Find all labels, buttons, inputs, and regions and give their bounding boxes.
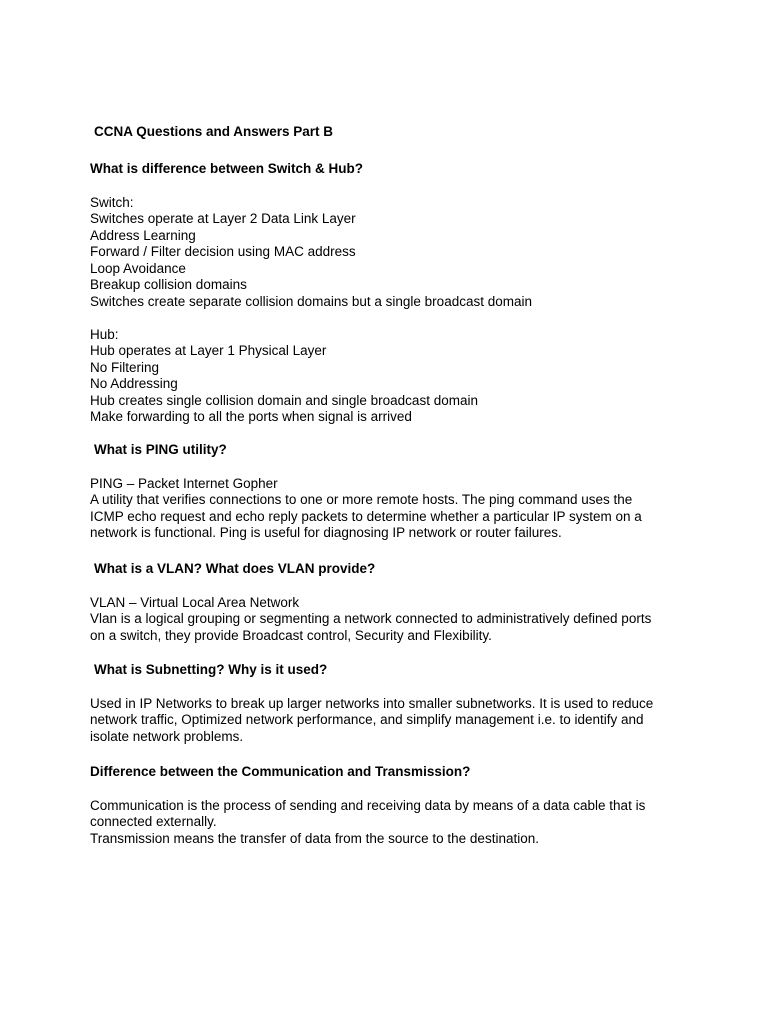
switch-heading: Switch:	[90, 194, 134, 210]
answer-line: network is functional. Ping is useful for diagnosing IP network or router failures.	[90, 525, 562, 540]
hub-line: No Filtering	[90, 359, 160, 375]
answer-vlan	[90, 595, 690, 645]
answer-line: isolate network problems.	[90, 728, 244, 744]
answer-line: VLAN – Virtual Local Area Network	[90, 594, 300, 610]
answer-line: Communication is the process of sending and receiving data by means of a data cable that is	[90, 797, 646, 813]
answer-line: network traffic, Optimized network performance, and simplify management i.e. to identify and	[90, 712, 644, 727]
answer-subnetting	[90, 696, 690, 746]
section-subnetting	[90, 662, 690, 745]
switch-line: Switches create separate collision domains but a single broadcast domain	[90, 293, 532, 309]
document-title: CCNA Questions and Answers Part B	[94, 124, 334, 139]
question-switch-hub: What is difference between Switch & Hub?	[90, 161, 364, 176]
question-subnetting: What is Subnetting? Why is it used?	[94, 662, 328, 677]
switch-line: Switches operate at Layer 2 Data Link Layer	[90, 211, 356, 226]
hub-line: Make forwarding to all the ports when signal is arrived	[90, 409, 412, 424]
switch-line: Breakup collision domains	[90, 277, 247, 292]
question-ping: What is PING utility?	[94, 442, 227, 457]
answer-switch	[90, 195, 690, 426]
answer-line: on a switch, they provide Broadcast control, Security and Flexibility.	[90, 627, 492, 643]
answer-line: ICMP echo request and echo reply packets to determine whether a particular IP system on a	[90, 508, 642, 524]
section-vlan	[90, 561, 690, 644]
hub-line: Hub creates single collision domain and single broadcast domain	[90, 392, 478, 408]
hub-heading: Hub:	[90, 326, 119, 342]
hub-line: Hub operates at Layer 1 Physical Layer	[90, 343, 327, 358]
answer-line: PING – Packet Internet Gopher	[90, 475, 278, 491]
section-ping	[90, 442, 690, 542]
hub-line: No Addressing	[90, 376, 178, 391]
switch-line: Forward / Filter decision using MAC address	[90, 244, 356, 259]
answer-ping	[90, 476, 690, 542]
answer-line: A utility that verifies connections to one or more remote hosts. The ping command uses the	[90, 492, 633, 507]
answer-communication-transmission	[90, 798, 690, 848]
section-switch-hub	[90, 161, 690, 426]
answer-line: connected externally.	[90, 814, 217, 829]
switch-line: Loop Avoidance	[90, 260, 186, 276]
answer-line: Used in IP Networks to break up larger networks into smaller subnetworks. It is used to reduce	[90, 695, 654, 711]
question-communication-transmission: Difference between the Communication and Transmission?	[90, 764, 471, 779]
section-communication-transmission	[90, 764, 690, 847]
question-vlan: What is a VLAN? What does VLAN provide?	[94, 561, 376, 576]
answer-line: Vlan is a logical grouping or segmenting a network connected to administratively defined ports	[90, 611, 652, 626]
answer-line: Transmission means the transfer of data from the source to the destination.	[90, 830, 539, 846]
switch-line: Address Learning	[90, 227, 196, 243]
